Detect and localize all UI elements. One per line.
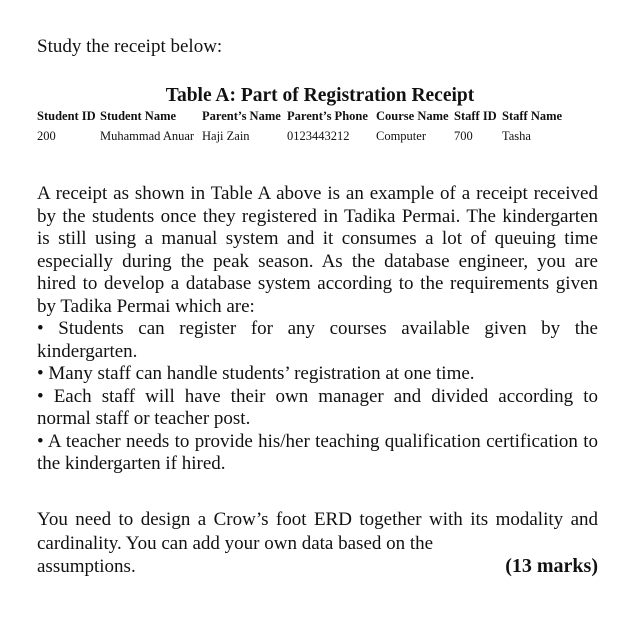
closing-text: You need to design a Crow’s foot ERD together with its modality and cardinality. You can add your own data based on the bbox=[37, 509, 598, 554]
requirement-item: • A teacher needs to provide his/her teaching qualification certification to the kindergarten if hired. bbox=[37, 430, 598, 474]
cell-parent-name: Haji Zain bbox=[202, 129, 250, 143]
header-staff-id: Staff ID bbox=[454, 108, 497, 123]
intro-text: Study the receipt below: bbox=[37, 36, 223, 57]
requirement-item: • Many staff can handle students’ registration at one time. bbox=[37, 363, 475, 384]
requirement-item: • Students can register for any courses available given by the kindergarten. bbox=[37, 318, 598, 362]
cell-staff-id: 700 bbox=[454, 129, 473, 143]
marks-label: (13 marks) bbox=[505, 555, 598, 577]
header-student-id: Student ID bbox=[37, 108, 96, 123]
requirement-item: • Each staff will have their own manager and divided according to normal staff or teacher post. bbox=[37, 385, 598, 429]
closing-last-word: assumptions. bbox=[37, 556, 136, 577]
description-paragraph: A receipt as shown in Table A above is an example of a receipt received by the students once they registered in Tadika Permai. The kindergarten is still using a manual system and it consumes a lot of queuing time especially during the peak season. As the database engineer, you are hired to develop a database system according to the requirements given by Tadika Permai which are: bbox=[37, 183, 598, 317]
registration-receipt-table bbox=[37, 107, 582, 144]
closing-last-line bbox=[37, 555, 598, 579]
header-parent-phone: Parent’s Phone bbox=[287, 108, 368, 123]
cell-staff-name: Tasha bbox=[502, 129, 531, 143]
cell-course-name: Computer bbox=[376, 129, 426, 143]
header-staff-name: Staff Name bbox=[502, 108, 563, 123]
cell-parent-phone: 0123443212 bbox=[287, 129, 350, 143]
cell-student-name: Muhammad Anuar bbox=[100, 129, 195, 143]
table-header-row bbox=[37, 107, 582, 125]
header-course-name: Course Name bbox=[376, 108, 449, 123]
header-parent-name: Parent’s Name bbox=[202, 108, 281, 123]
table-title: Table A: Part of Registration Receipt bbox=[165, 85, 475, 106]
question-body bbox=[37, 183, 598, 476]
header-student-name: Student Name bbox=[100, 108, 177, 123]
closing-instruction bbox=[37, 508, 598, 579]
table-row bbox=[37, 125, 582, 144]
cell-student-id: 200 bbox=[37, 129, 56, 143]
